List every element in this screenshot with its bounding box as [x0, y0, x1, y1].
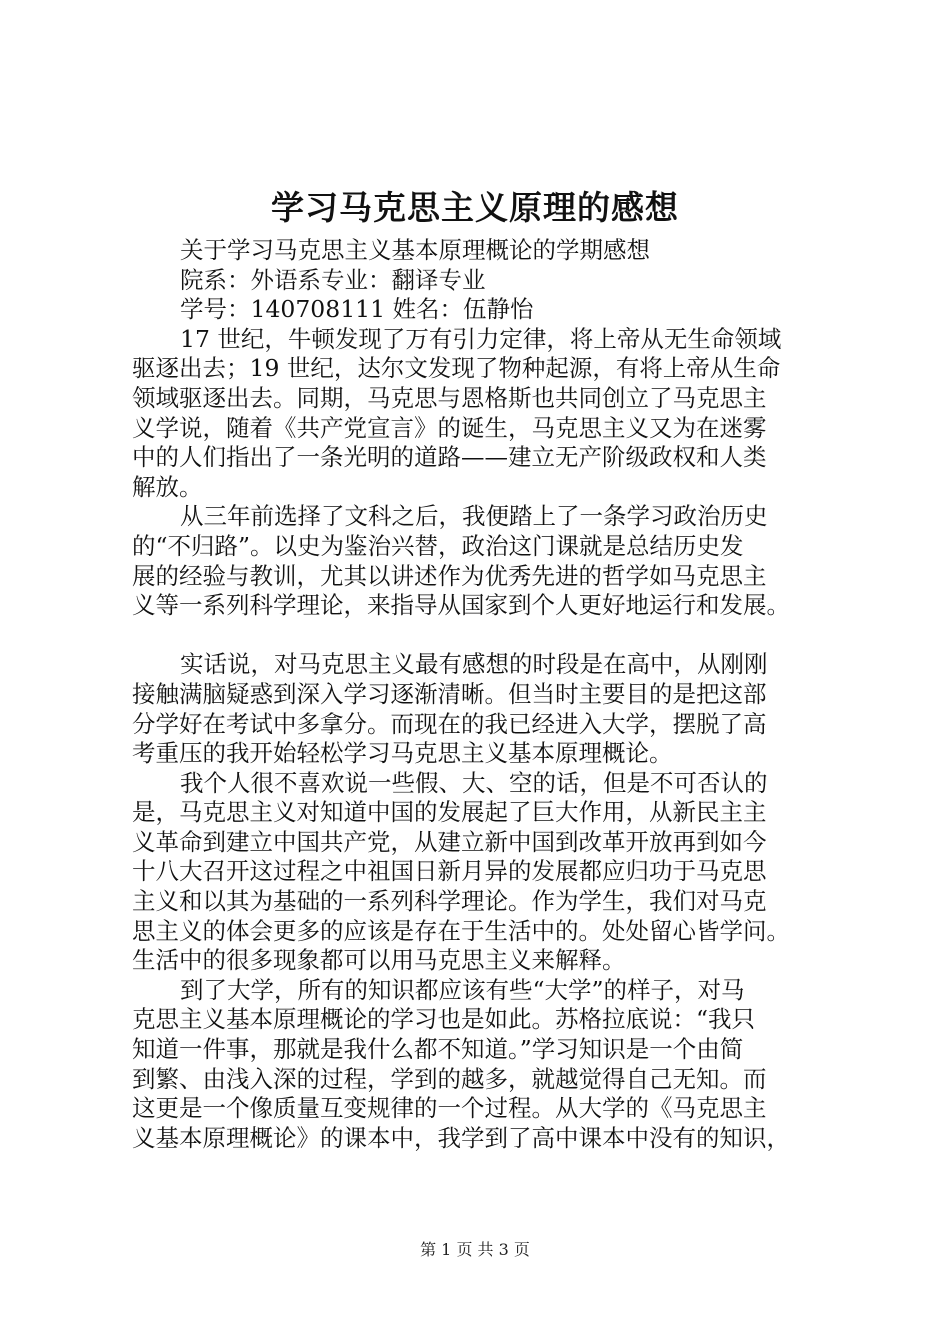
text-line: 驱逐出去；19 世纪，达尔文发现了物种起源，有将上帝从生命 [132, 354, 781, 383]
text-line: 十八大召开这过程之中祖国日新月异的发展都应归功于马克思 [132, 857, 767, 886]
text-line: 知道一件事，那就是我什么都不知道。”学习知识是一个由简 [132, 1035, 744, 1064]
text-line: 接触满脑疑惑到深入学习逐渐清晰。但当时主要目的是把这部 [132, 679, 767, 708]
text-line: 17 世纪，牛顿发现了万有引力定律，将上帝从无生命领域 [180, 324, 782, 353]
text-line: 从三年前选择了文科之后，我便踏上了一条学习政治历史 [180, 502, 768, 531]
text-line: 这更是一个像质量互变规律的一个过程。从大学的《马克思主 [132, 1094, 767, 1123]
text-line: 义学说，随着《共产党宣言》的诞生，马克思主义又为在迷雾 [132, 413, 767, 442]
text-line: 解放。 [132, 472, 203, 501]
text-line: 是，马克思主义对知道中国的发展起了巨大作用，从新民主主 [132, 798, 767, 827]
text-line: 思主义的体会更多的应该是存在于生活中的。处处留心皆学问。 [132, 916, 790, 945]
text-line: 到了大学，所有的知识都应该有些“大学”的样子，对马 [180, 975, 745, 1004]
text-line: 展的经验与教训，尤其以讲述作为优秀先进的哲学如马克思主 [132, 561, 767, 590]
text-line: 关于学习马克思主义基本原理概论的学期感想 [180, 236, 650, 264]
text-line: 实话说，对马克思主义最有感想的时段是在高中，从刚刚 [180, 650, 768, 679]
text-line [132, 621, 832, 651]
document-body [132, 236, 832, 1153]
text-line: 义等一系列科学理论，来指导从国家到个人更好地运行和发展。 [132, 591, 790, 620]
document-title: 学习马克思主义原理的感想 [271, 188, 679, 227]
text-line: 生活中的很多现象都可以用马克思主义来解释。 [132, 946, 626, 975]
text-line: 主义和以其为基础的一系列科学理论。作为学生，我们对马克 [132, 887, 767, 916]
text-line: 中的人们指出了一条光明的道路——建立无产阶级政权和人类 [132, 443, 767, 472]
text-line: 分学好在考试中多拿分。而现在的我已经进入大学，摆脱了高 [132, 709, 767, 738]
text-line: 考重压的我开始轻松学习马克思主义基本原理概论。 [132, 739, 673, 768]
page-footer: 第 1 页 共 3 页 [420, 1240, 530, 1259]
text-line: 院系：外语系专业：翻译专业 [180, 265, 486, 294]
text-line: 克思主义基本原理概论的学习也是如此。苏格拉底说：“我只 [132, 1005, 756, 1034]
text-line: 义基本原理概论》的课本中，我学到了高中课本中没有的知识， [132, 1123, 790, 1152]
text-line: 学号：140708111 姓名：伍静怡 [180, 295, 534, 324]
text-line: 义革命到建立中国共产党，从建立新中国到改革开放再到如今 [132, 827, 767, 856]
text-line: 领域驱逐出去。同期，马克思与恩格斯也共同创立了马克思主 [132, 383, 767, 412]
text-line: 我个人很不喜欢说一些假、大、空的话，但是不可否认的 [180, 768, 768, 797]
text-line: 到繁、由浅入深的过程，学到的越多，就越觉得自己无知。而 [132, 1064, 767, 1093]
text-line: 的“不归路”。以史为鉴治兴替，政治这门课就是总结历史发 [132, 531, 744, 560]
